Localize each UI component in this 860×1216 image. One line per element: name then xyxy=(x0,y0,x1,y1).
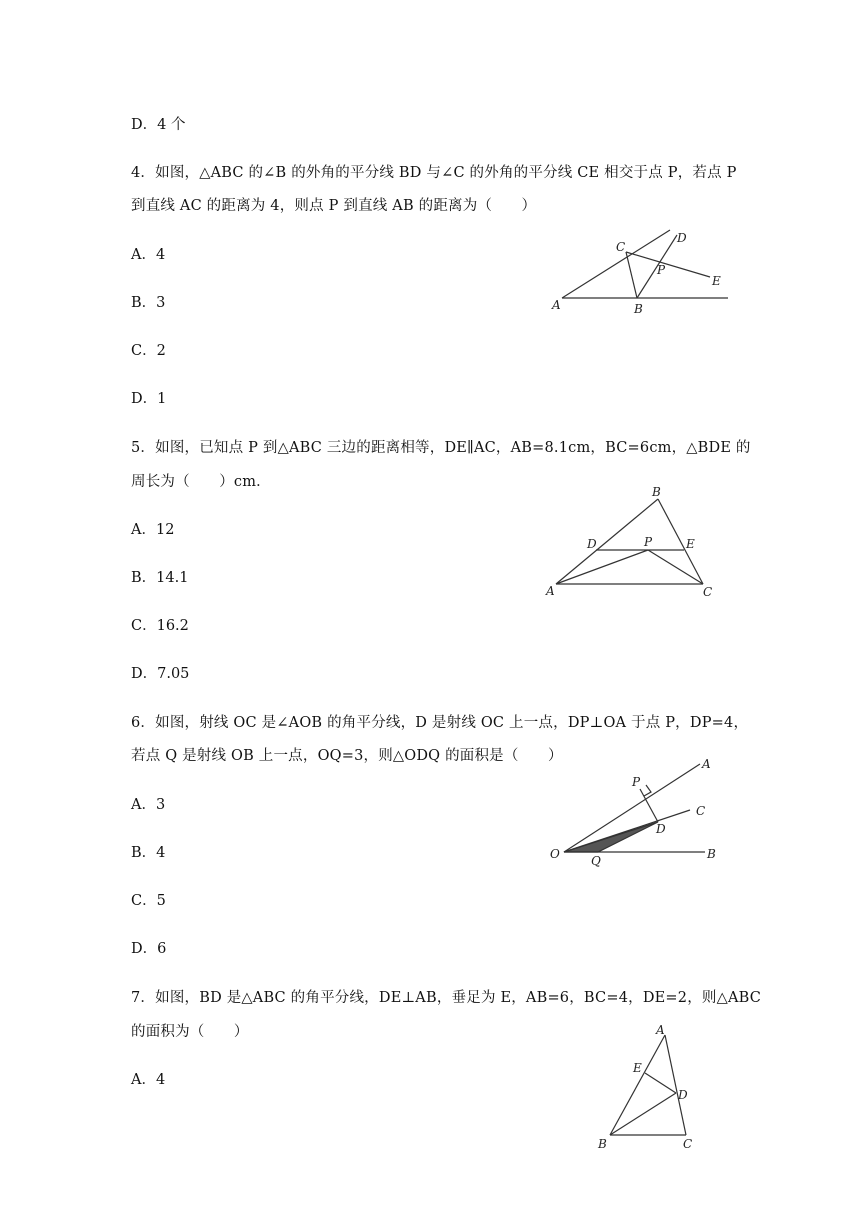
q7-label-c: C xyxy=(683,1137,693,1151)
q5-figure xyxy=(540,482,730,602)
q5-option-c: C．16.2 xyxy=(131,618,189,634)
q4-label-a: A xyxy=(552,298,561,312)
q7-option-a: A．4 xyxy=(131,1072,166,1088)
q6-option-a: A．3 xyxy=(131,797,166,813)
q6-label-c: C xyxy=(696,804,706,818)
q4-label-c: C xyxy=(616,240,626,254)
q5-label-b: B xyxy=(652,485,661,499)
q6-option-b: B．4 xyxy=(131,845,166,861)
q7-label-b: B xyxy=(598,1137,607,1151)
q7-stem-line1: 7．如图，BD 是△ABC 的角平分线，DE⊥AB，垂足为 E，AB=6，BC=4，DE=2，则△ABC xyxy=(131,990,762,1006)
q4-option-a: A．4 xyxy=(131,247,166,263)
q4-label-d: D xyxy=(677,231,687,245)
q6-label-q: Q xyxy=(591,854,601,868)
q4-option-c: C．2 xyxy=(131,343,166,359)
q6-label-o: O xyxy=(550,847,560,861)
q5-option-b: B．14.1 xyxy=(131,570,189,586)
q6-label-p: P xyxy=(632,775,641,789)
q6-stem-line1: 6．如图，射线 OC 是∠AOB 的角平分线，D 是射线 OC 上一点，DP⊥OA 于点 P，DP=4， xyxy=(131,715,749,731)
q4-label-b: B xyxy=(634,302,643,316)
q6-label-a: A xyxy=(702,757,711,771)
q7-label-e: E xyxy=(633,1061,642,1075)
q4-stem-line2: 到直线 AC 的距离为 4，则点 P 到直线 AB 的距离为（ ） xyxy=(131,198,537,214)
q7-figure xyxy=(590,1020,710,1160)
q5-label-a: A xyxy=(546,584,555,598)
q4-stem-line1: 4．如图，△ABC 的∠B 的外角的平分线 BD 与∠C 的外角的平分线 CE 相交于点 P，若点 P xyxy=(131,165,737,181)
q4-figure xyxy=(540,225,740,320)
q6-figure xyxy=(540,752,740,872)
q6-option-c: C．5 xyxy=(131,893,166,909)
q3-option-d: D．4 个 xyxy=(131,117,186,133)
q4-label-p: P xyxy=(657,263,666,277)
q5-label-c: C xyxy=(703,585,713,599)
q5-label-d: D xyxy=(587,537,597,551)
q5-label-p: P xyxy=(644,535,653,549)
q7-stem-line2: 的面积为（ ） xyxy=(131,1024,249,1040)
q4-option-b: B．3 xyxy=(131,295,166,311)
q6-option-d: D．6 xyxy=(131,941,167,957)
q6-label-b: B xyxy=(707,847,716,861)
q7-label-d: D xyxy=(678,1088,688,1102)
q5-option-a: A．12 xyxy=(131,522,175,538)
q5-option-d: D．7.05 xyxy=(131,666,190,682)
q7-label-a: A xyxy=(656,1023,665,1037)
q6-stem-line2: 若点 Q 是射线 OB 上一点，OQ=3，则△ODQ 的面积是（ ） xyxy=(131,748,563,764)
q4-option-d: D．1 xyxy=(131,391,167,407)
q4-label-e: E xyxy=(712,274,721,288)
q5-label-e: E xyxy=(686,537,695,551)
q5-stem-line1: 5．如图，已知点 P 到△ABC 三边的距离相等，DE∥AC，AB=8.1cm，BC=6cm，△BDE 的 xyxy=(131,440,751,456)
q5-stem-line2: 周长为（ ）cm． xyxy=(131,474,271,490)
q6-label-d: D xyxy=(656,822,666,836)
